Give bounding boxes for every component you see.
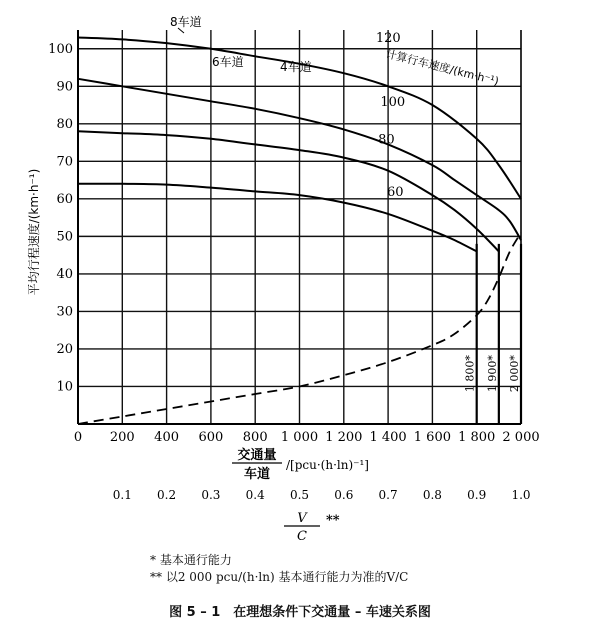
vc-label-numerator: V [297, 511, 307, 526]
x-label-denominator: 车道 [243, 467, 271, 482]
lane-label: 6车道 [212, 55, 244, 69]
capacity-lines [464, 244, 521, 424]
vc-label-denominator: C [297, 529, 307, 544]
series-label: 100 [380, 94, 406, 110]
x-tick-label: 600 [198, 430, 224, 445]
footnote-vc-basis: ** 以2 000 pcu/(h·ln) 基本通行能力为准的V/C [150, 570, 409, 584]
capacity-label: 2 000* [508, 355, 521, 393]
vc-tick-label: 0.4 [245, 488, 265, 502]
labels [26, 15, 500, 544]
vc-tick-label: 0.7 [378, 488, 398, 502]
capacity-label: 1 900* [485, 355, 499, 393]
y-tick-label: 10 [56, 379, 73, 395]
vc-tick-label: 0.3 [201, 488, 221, 502]
y-tick-label: 40 [56, 266, 73, 282]
series-label: 80 [378, 132, 395, 148]
figure-caption: 图 5 – 1 在理想条件下交通量 – 车速关系图 [169, 605, 431, 620]
lane-label: 8车道 [170, 15, 202, 29]
x-tick-label: 800 [242, 430, 268, 445]
x-tick-label: 400 [154, 430, 180, 445]
vc-tick-label: 0.1 [112, 488, 132, 502]
series-label: 60 [386, 184, 404, 200]
x-tick-label: 1 800 [458, 430, 496, 445]
x-label-numerator: 交通量 [237, 448, 277, 463]
vc-marker: ** [326, 513, 340, 528]
y-tick-label: 70 [56, 154, 73, 170]
x-tick-label: 1 400 [369, 430, 407, 445]
y-tick-label: 80 [56, 116, 73, 132]
design-speed-title: 计算行车速度/(km·h⁻¹) [384, 47, 501, 88]
footnote-basic-capacity: * 基本通行能力 [150, 553, 232, 567]
y-tick-label: 60 [56, 191, 73, 207]
x-tick-label: 1 000 [280, 430, 319, 445]
x-tick-label: 1 200 [325, 430, 363, 445]
vc-tick-label: 0.6 [334, 488, 354, 502]
y-tick-label: 20 [56, 341, 73, 357]
vc-tick-label: 1.0 [511, 488, 531, 502]
y-tick-label: 50 [56, 229, 73, 245]
y-tick-label: 90 [56, 79, 73, 95]
x-tick-label: 1 600 [413, 430, 452, 445]
x-tick-label: 0 [73, 430, 83, 445]
x-tick-label: 200 [109, 430, 135, 445]
x-tick-label: 2 000 [502, 430, 540, 445]
y-tick-label: 30 [56, 304, 73, 320]
series-line [78, 184, 477, 252]
lane-label: 4车道 [280, 60, 312, 74]
y-axis-label: 平均行程速度/(km·h⁻¹) [27, 168, 41, 296]
vc-tick-label: 0.9 [467, 488, 487, 502]
vc-tick-label: 0.8 [422, 488, 442, 502]
y-tick-label: 100 [48, 41, 73, 57]
capacity-label: 1 800* [463, 355, 477, 393]
series-label: 120 [375, 31, 401, 47]
series-line [78, 131, 499, 251]
vc-tick-label: 0.5 [289, 488, 310, 502]
vc-tick-label: 0.2 [157, 488, 177, 502]
x-label-unit: /[pcu·(h·ln)⁻¹] [286, 458, 369, 472]
